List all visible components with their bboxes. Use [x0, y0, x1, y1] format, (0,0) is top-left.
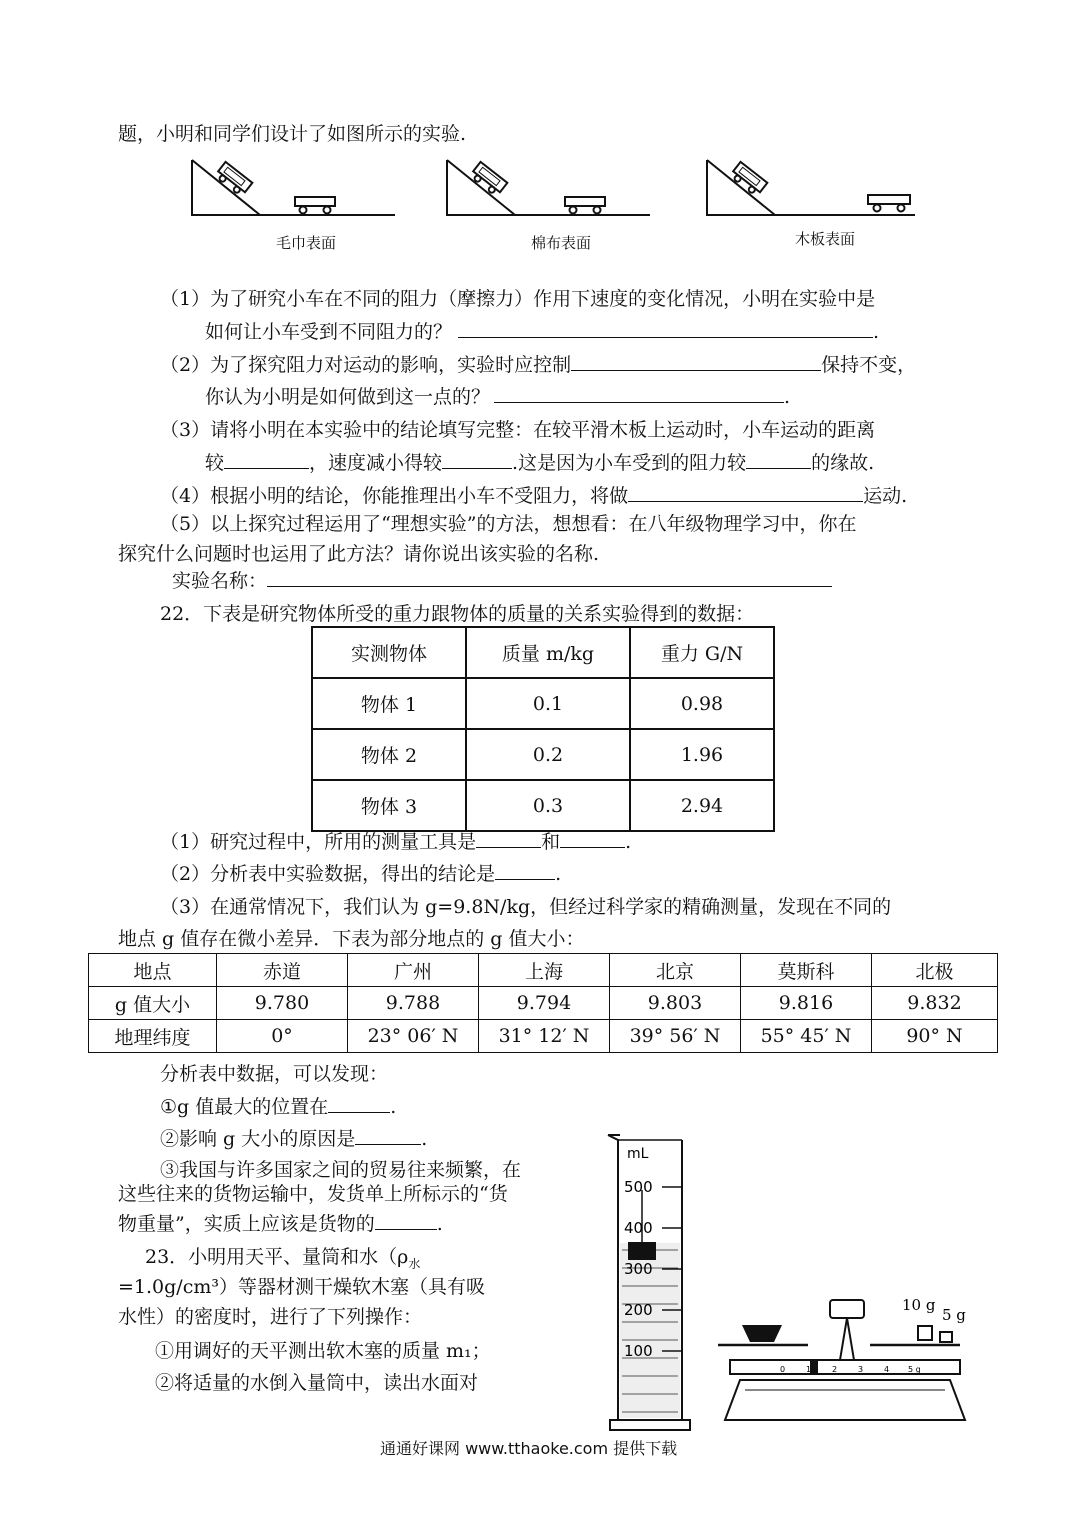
table-cell: 物体 3 [312, 780, 466, 831]
beam-scale-label: 5 g [908, 1365, 921, 1374]
answer-blank[interactable] [746, 450, 811, 469]
caption-towel: 毛巾表面 [276, 234, 337, 252]
q22-s2: ②影响 g 大小的原因是 . [160, 1128, 428, 1150]
q21-part3-text-a: 较 [205, 452, 225, 474]
q23-text: 23．小明用天平、量筒和水（ρ [145, 1246, 409, 1268]
table-header-row [312, 627, 774, 678]
table-cell: 9.780 [217, 987, 348, 1020]
q23-line3: 水性）的密度时，进行了下列操作： [118, 1306, 423, 1328]
answer-blank[interactable] [476, 829, 541, 848]
balance-scale-illustration [710, 1290, 980, 1435]
beam-scale-label: 4 [884, 1365, 890, 1374]
q22-part2: （2）分析表中实验数据，得出的结论是 . [160, 863, 562, 885]
q21-part3-text-d: 的缘故. [811, 452, 875, 474]
q22-part1-and: 和 [541, 831, 561, 853]
table-cell: 1.96 [630, 729, 774, 780]
q21-part2-line1 [160, 351, 916, 379]
q21-part5-line3 [172, 567, 832, 595]
table-row [312, 729, 774, 780]
table-cell: 0.3 [466, 780, 630, 831]
q21-part1-line1: （1）为了研究小车在不同的阻力（摩擦力）作用下速度的变化情况，小明在实验中是 [160, 288, 876, 310]
q21-part5-line1: （5）以上探究过程运用了“理想实验”的方法，想想看：在八年级物理学习中，你在 [160, 513, 857, 535]
table-row [312, 780, 774, 831]
q22-stem: 22．下表是研究物体所受的重力跟物体的质量的关系实验得到的数据： [160, 603, 755, 625]
table-cell: 广州 [348, 954, 479, 987]
table-row [89, 987, 998, 1020]
q22-s1: ①g 值最大的位置在 . [160, 1096, 397, 1118]
q22-s2-text: ②影响 g 大小的原因是 [160, 1128, 356, 1150]
answer-blank[interactable] [494, 384, 784, 403]
intro-text: 题，小明和同学们设计了如图所示的实验. [118, 123, 467, 145]
table-cell: 9.803 [610, 987, 741, 1020]
q22-part1-text: （1）研究过程中，所用的测量工具是 [160, 831, 477, 853]
table-cell: 2.94 [630, 780, 774, 831]
cylinder-tick-label: 200 [624, 1301, 653, 1319]
page-footer: 通通好课网 www.tthaoke.com 提供下载 [380, 1439, 678, 1458]
table-cell: 地点 [89, 954, 217, 987]
answer-blank[interactable] [628, 483, 863, 502]
q21-part2-text: （2）为了探究阻力对运动的影响，实验时应控制 [160, 354, 572, 376]
q21-part1-question: 如何让小车受到不同阻力的？ [205, 321, 453, 343]
weight-label: 5 g [942, 1306, 966, 1324]
experiment-name-blank[interactable] [267, 568, 832, 587]
q23-line2: =1.0g/cm³）等器材测干燥软木塞（具有吸 [118, 1276, 485, 1298]
q21-part1-line2: 如何让小车受到不同阻力的？ . [205, 321, 880, 343]
answer-blank[interactable] [355, 1126, 421, 1145]
beam-scale-label: 1 [806, 1365, 812, 1374]
table-header-cell: 实测物体 [312, 627, 466, 678]
caption-cotton: 棉布表面 [531, 234, 592, 252]
table-cell: 9.794 [479, 987, 610, 1020]
mass-weight-table [311, 626, 775, 832]
answer-blank[interactable] [328, 1094, 390, 1113]
table-cell: 90° N [872, 1020, 998, 1053]
table-cell: 北京 [610, 954, 741, 987]
table-row [312, 678, 774, 729]
table-cell: 9.816 [741, 987, 872, 1020]
beam-scale-label: 3 [858, 1365, 864, 1374]
cylinder-tick-label: 300 [624, 1260, 653, 1278]
q22-part1: （1）研究过程中，所用的测量工具是 和 . [160, 831, 632, 853]
table-cell: 物体 2 [312, 729, 466, 780]
q21-part4-end: 运动. [863, 485, 908, 507]
table-cell: 0.2 [466, 729, 630, 780]
table-cell: 55° 45′ N [741, 1020, 872, 1053]
table-cell: 物体 1 [312, 678, 466, 729]
table-cell: 北极 [872, 954, 998, 987]
table-header-cell: 重力 G/N [630, 627, 774, 678]
table-cell: 9.832 [872, 987, 998, 1020]
table-cell: 31° 12′ N [479, 1020, 610, 1053]
answer-blank[interactable] [495, 861, 555, 880]
table-cell: 地理纬度 [89, 1020, 217, 1053]
beam-scale-label: 0 [780, 1365, 786, 1374]
q22-part3-line1: （3）在通常情况下，我们认为 g=9.8N/kg，但经过科学家的精确测量，发现在不同的 [160, 896, 892, 918]
answer-blank[interactable] [442, 450, 512, 469]
incline-figure-towel [185, 150, 400, 220]
experiment-name-label: 实验名称： [172, 570, 268, 592]
answer-blank[interactable] [458, 319, 873, 338]
q21-part3-line2 [205, 449, 874, 477]
q22-s3-line3: 物重量”，实质上应该是货物的 . [118, 1213, 443, 1235]
cylinder-tick-label: 100 [624, 1342, 653, 1360]
q21-part4 [160, 482, 907, 510]
table-cell: 0.98 [630, 678, 774, 729]
table-cell: g 值大小 [89, 987, 217, 1020]
table-cell: 9.788 [348, 987, 479, 1020]
g-value-table [88, 953, 998, 1053]
table-cell: 赤道 [217, 954, 348, 987]
q22-s1-text: ①g 值最大的位置在 [160, 1096, 329, 1118]
q22-part3-line2: 地点 g 值存在微小差异．下表为部分地点的 g 值大小： [118, 928, 585, 950]
q21-part5-line2: 探究什么问题时也运用了此方法？请你说出该实验的名称. [118, 543, 600, 565]
incline-figure-cotton [440, 150, 655, 220]
q21-part3-line1: （3）请将小明在本实验中的结论填写完整：在较平滑木板上运动时，小车运动的距离 [160, 419, 876, 441]
answer-blank[interactable] [560, 829, 625, 848]
table-cell: 0° [217, 1020, 348, 1053]
q23-subscript: 水 [408, 1256, 421, 1271]
table-cell: 0.1 [466, 678, 630, 729]
table-cell: 上海 [479, 954, 610, 987]
q23-line5: ②将适量的水倒入量筒中，读出水面对 [155, 1372, 479, 1394]
q21-part2-end: 保持不变， [821, 354, 917, 376]
answer-blank[interactable] [224, 450, 309, 469]
q22-s3-line2: 这些往来的货物运输中，发货单上所标示的“货 [118, 1183, 508, 1205]
caption-wood: 木板表面 [795, 230, 856, 248]
q22-s3-line1: ③我国与许多国家之间的贸易往来频繁，在 [160, 1159, 522, 1181]
q21-part4-text: （4）根据小明的结论，你能推理出小车不受阻力，将做 [160, 485, 629, 507]
q22-part2-text: （2）分析表中实验数据，得出的结论是 [160, 863, 496, 885]
table-cell: 23° 06′ N [348, 1020, 479, 1053]
cylinder-tick-label: 400 [624, 1219, 653, 1237]
q23-line4: ①用调好的天平测出软木塞的质量 m₁； [155, 1340, 491, 1362]
q21-part3-text-c: .这是因为小车受到的阻力较 [512, 452, 747, 474]
q22-s3-text: 物重量”，实质上应该是货物的 [118, 1213, 375, 1235]
beam-scale-label: 2 [832, 1365, 838, 1374]
measuring-cylinder-illustration [600, 1130, 700, 1435]
incline-figure-wood [700, 150, 920, 220]
cylinder-tick-label: 500 [624, 1178, 653, 1196]
weight-label: 10 g [902, 1296, 936, 1314]
table-row [89, 954, 998, 987]
table-cell: 39° 56′ N [610, 1020, 741, 1053]
answer-blank[interactable] [375, 1211, 437, 1230]
q22-analysis: 分析表中数据，可以发现： [160, 1063, 389, 1085]
table-header-cell: 质量 m/kg [466, 627, 630, 678]
table-row [89, 1020, 998, 1053]
cylinder-unit: mL [627, 1146, 649, 1162]
q21-part2-question: 你认为小明是如何做到这一点的？ [205, 386, 491, 408]
answer-blank[interactable] [571, 352, 821, 371]
q21-part3-text-b: ，速度减小得较 [309, 452, 443, 474]
table-cell: 莫斯科 [741, 954, 872, 987]
q21-part2-line2: 你认为小明是如何做到这一点的？ . [205, 386, 791, 408]
